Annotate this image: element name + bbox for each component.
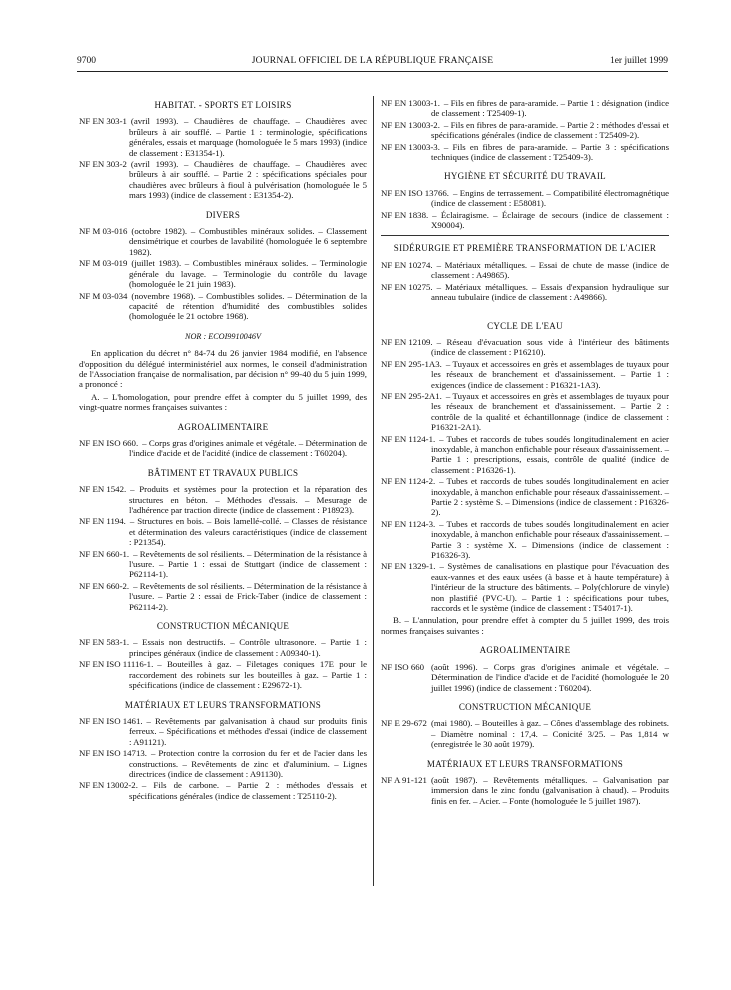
decree-paragraph: En application du décret n° 84-74 du 26 janvier 1984 modifié, en l'absence d'opposition du délégué interministériel aux normes, le conseil d'administration de l'Association française de normalisation, par décision n° 99-40 du 5 juin 1999, a prononcé : bbox=[79, 348, 367, 390]
standard-description: – Matériaux métalliques. – Essais d'expansion hydraulique sur anneau tubulaire (indice de classement : A49866). bbox=[431, 281, 669, 303]
standard-entry bbox=[381, 188, 669, 209]
entry-list bbox=[79, 716, 367, 801]
entry-list bbox=[381, 718, 669, 749]
standard-code: NF E 29-672 bbox=[381, 718, 427, 729]
entry-list bbox=[79, 438, 367, 459]
standard-description: – Tubes et raccords de tubes soudés longitudinalement en acier inoxydable, à manchon enfichable pour réseaux d'assainissement. – Partie 2 : système S. – Dimensions (indice de classement : P16326-2). bbox=[431, 476, 669, 518]
section-separator bbox=[381, 235, 669, 236]
standard-description: – Protection contre la corrosion du fer et de l'acier dans les constructions. – Revêtements de zinc et d'aluminium. – Lignes directrices (indice de classement : A91130). bbox=[129, 748, 367, 779]
standard-description: – Revêtements de sol résilients. – Détermination de la résistance à l'usure. – Partie 2 : essai de Frick-Taber (indice de classement : P62114-2). bbox=[129, 580, 367, 612]
standard-description: – Tubes et raccords de tubes soudés longitudinalement en acier inoxydable, à manchon enfichable pour réseaux d'assainissement. – Partie 3 : système X. – Dimensions (indice de classement : P16326-3). bbox=[431, 518, 669, 561]
entry-list bbox=[79, 637, 367, 690]
header-rule bbox=[77, 71, 668, 72]
standard-description: – Corps gras d'origines animale et végétale. – Détermination de l'indice d'acide et de l'acidité (indice de classement : T60204). bbox=[129, 437, 367, 459]
entry-list bbox=[381, 775, 669, 806]
standard-code: NF EN ISO 1461. bbox=[79, 715, 143, 726]
standard-code: NF EN ISO 11116-1. bbox=[79, 659, 154, 670]
standard-description: – Essais non destructifs. – Contrôle ultrasonore. – Partie 1 : principes généraux (indice de classement : A09340-1). bbox=[129, 637, 367, 658]
annulation-paragraph: B. – L'annulation, pour prendre effet à compter du 5 juillet 1999, des trois normes françaises suivantes : bbox=[381, 615, 669, 636]
standard-description: – Tubes et raccords de tubes soudés longitudinalement en acier inoxydable, à manchon enfichable pour réseaux d'assainissement. – Partie 1 : prescriptions, essais, contrôle de qualité (indice de classement : P16326-1). bbox=[431, 433, 669, 475]
standard-entry bbox=[79, 659, 367, 690]
standard-description: – Tuyaux et accessoires en grès et assemblages de tuyaux pour les réseaux de branchement et d'assainissement. – Partie 1 : exigences (indice de classement : P16321-1A3). bbox=[431, 358, 669, 390]
standard-description: – Tuyaux et accessoires en grès et assemblages de tuyaux pour les réseaux de branchement et d'assainissement. – Partie 2 : contrôle de la qualité et échantillonnage (indice de classement : P16321-2A1). bbox=[431, 390, 669, 433]
section-title: CONSTRUCTION MÉCANIQUE bbox=[156, 621, 290, 632]
standard-entry bbox=[381, 476, 669, 518]
section-title: MATÉRIAUX ET LEURS TRANSFORMATIONS bbox=[426, 758, 624, 769]
standard-entry bbox=[79, 516, 367, 547]
standard-description: – Engins de terrassement. – Compatibilité électromagnétique (indice de classement : E58081). bbox=[431, 187, 669, 209]
section-title: CONSTRUCTION MÉCANIQUE bbox=[458, 701, 592, 712]
standard-entry bbox=[381, 775, 669, 806]
standard-description: – Structures en bois. – Bois lamellé-collé. – Classes de résistance et détermination des valeurs caractéristiques (indice de classement : P21354). bbox=[129, 516, 367, 548]
standard-code: NF EN ISO 14713. bbox=[79, 748, 147, 759]
standard-entry bbox=[381, 434, 669, 476]
standard-entry bbox=[381, 519, 669, 561]
standard-code: NF EN 295-2A1. bbox=[381, 390, 442, 401]
standard-code: NF EN 303-2 bbox=[79, 159, 127, 170]
standard-entry bbox=[79, 226, 367, 257]
standard-description: (avril 1993). – Chaudières de chauffage. – Chaudières avec brûleurs à air soufflé. – Partie 2 : spécifications spéciales pour chaudières avec brûleurs à fioul à pulvérisation (homologuée le 5 mars 1993) (indice de classement : E31354-2). bbox=[129, 159, 367, 201]
standard-entry bbox=[381, 98, 669, 119]
entry-list bbox=[381, 188, 669, 231]
standard-entry bbox=[79, 116, 367, 158]
entry-list bbox=[381, 98, 669, 162]
standard-description: – Produits et systèmes pour la protection et la réparation des structures en béton. – Méthodes d'essais. – Mesurage de l'adhérence par traction directe (indice de classement : P18923). bbox=[129, 484, 367, 515]
standard-entry bbox=[381, 120, 669, 141]
section-title: HYGIÈNE ET SÉCURITÉ DU TRAVAIL bbox=[444, 171, 606, 182]
section-title: SIDÉRURGIE ET PREMIÈRE TRANSFORMATION DE L'ACIER bbox=[393, 243, 657, 254]
nor-reference: NOR : ECOI9910046V bbox=[185, 331, 261, 341]
standard-code: NF EN 1124-2. bbox=[381, 476, 436, 487]
standard-code: NF EN 1124-3. bbox=[381, 518, 436, 529]
section-title: MATÉRIAUX ET LEURS TRANSFORMATIONS bbox=[124, 699, 322, 710]
section-title: BÂTIMENT ET TRAVAUX PUBLICS bbox=[147, 467, 299, 478]
standard-entry bbox=[79, 637, 367, 658]
standard-entry bbox=[79, 484, 367, 515]
standard-entry bbox=[79, 159, 367, 201]
standard-code: NF EN 10275. bbox=[381, 281, 433, 292]
standard-entry bbox=[79, 438, 367, 459]
standard-entry bbox=[79, 748, 367, 779]
standard-description: (août 1996). – Corps gras d'origines animale et végétale. – Détermination de l'indice d'acide et de l'acidité (homologuée le 20 juillet 1996) (indice de classement : T60204). bbox=[431, 661, 669, 693]
entry-list bbox=[79, 484, 367, 612]
standard-code: NF M 03-019 bbox=[79, 258, 128, 269]
standard-code: NF EN 660-2. bbox=[79, 580, 130, 591]
standard-entry bbox=[381, 260, 669, 281]
entry-list bbox=[381, 337, 669, 614]
standard-description: – Réseau d'évacuation sous vide à l'intérieur des bâtiments (indice de classement : P16210). bbox=[431, 336, 669, 358]
page-header bbox=[77, 56, 668, 70]
standard-entry bbox=[381, 718, 669, 749]
standard-entry bbox=[381, 359, 669, 390]
standard-code: NF EN 295-1A3. bbox=[381, 358, 442, 369]
column-divider bbox=[373, 96, 374, 886]
standard-entry bbox=[79, 716, 367, 747]
standard-description: – Revêtements de sol résilients. – Détermination de la résistance à l'usure. – Partie 1 : essai de Stuttgart (indice de classement : P62114-1). bbox=[129, 548, 367, 580]
standard-code: NF EN 12109. bbox=[381, 336, 433, 347]
section-title: DIVERS bbox=[205, 209, 241, 220]
standard-code: NF M 03-034 bbox=[79, 290, 128, 301]
standard-description: – Éclairagisme. – Éclairage de secours (indice de classement : X90004). bbox=[431, 209, 669, 231]
standard-description: (octobre 1982). – Combustibles minéraux solides. – Classement densimétrique et courbes de lavabilité (homologuée le 6 septembre 1982). bbox=[129, 226, 367, 257]
standard-description: – Fils en fibres de para-aramide. – Partie 3 : spécifications techniques (indice de classement : T25409-3). bbox=[431, 141, 669, 163]
standard-description: (mai 1980). – Bouteilles à gaz. – Cônes d'assemblage des robinets. – Diamètre nominal : 17,4. – Conicité 3/25. – Pas 1,814 w (enregistrée le 30 août 1979). bbox=[431, 718, 669, 750]
issue-date: 1er juillet 1999 bbox=[609, 56, 668, 66]
standard-code: NF EN 13003-2. bbox=[381, 119, 440, 130]
standard-code: NF ISO 660 bbox=[381, 661, 425, 672]
standard-code: NF EN 13003-3. bbox=[381, 141, 440, 152]
standard-code: NF M 03-016 bbox=[79, 226, 128, 237]
standard-entry bbox=[79, 581, 367, 612]
standard-description: (avril 1993). – Chaudières de chauffage. – Chaudières avec brûleurs à air soufflé. – Partie 1 : terminologie, spécifications générales, essais et marquage (homologuée le 5 mars 1993) (indice de classement : E31354-1). bbox=[129, 116, 367, 158]
standard-description: – Fils en fibres de para-aramide. – Partie 2 : méthodes d'essai et spécifications générales (indice de classement : T25409-2). bbox=[431, 119, 669, 141]
standard-entry bbox=[381, 282, 669, 303]
standard-entry bbox=[79, 291, 367, 322]
standard-code: NF EN 1838. bbox=[381, 209, 429, 220]
homologation-paragraph: A. – L'homologation, pour prendre effet à compter du 5 juillet 1999, des vingt-quatre normes françaises suivantes : bbox=[79, 391, 367, 413]
left-column bbox=[79, 98, 367, 802]
standard-code: NF EN ISO 13766. bbox=[381, 187, 449, 198]
standard-description: – Fils de carbone. – Partie 2 : méthodes d'essais et spécifications générales (indice de classement : T25110-2). bbox=[129, 780, 367, 801]
standard-code: NF EN 1124-1. bbox=[381, 433, 436, 444]
standard-entry bbox=[381, 337, 669, 358]
standard-description: – Systèmes de canalisations en plastique pour l'évacuation des eaux-vannes et des eaux usées (à basse et à haute température) à l'intérieur de la structure des bâtiments. – Poly(chlorure de vinyle) non plastifié (PVC-U). – Partie 1 : spécifications pour tubes, raccords et le système (indice de classement : T54017-1). bbox=[431, 561, 669, 614]
standard-code: NF EN 13002-2. bbox=[79, 780, 138, 791]
standard-code: NF EN 1329-1. bbox=[381, 561, 436, 572]
standard-code: NF EN 1194. bbox=[79, 516, 126, 527]
standard-code: NF A 91-121 bbox=[381, 774, 427, 785]
standard-code: NF EN 583-1. bbox=[79, 637, 130, 648]
standard-entry bbox=[381, 142, 669, 163]
section-title: HABITAT. - SPORTS ET LOISIRS bbox=[154, 100, 292, 110]
standard-code: NF EN 13003-1. bbox=[381, 98, 440, 108]
standard-description: (novembre 1968). – Combustibles solides. – Détermination de la capacité de rétention d'humidité des combustibles solides (homologuée le 21 octobre 1968). bbox=[129, 290, 367, 322]
standard-description: (juillet 1983). – Combustibles minéraux solides. – Terminologie générale du lavage. – Terminologie du contrôle du lavage (homologuée le 21 juin 1983). bbox=[129, 258, 367, 290]
standard-entry bbox=[79, 258, 367, 289]
entry-list bbox=[79, 116, 367, 200]
standard-code: NF EN 303-1 bbox=[79, 116, 127, 127]
standard-entry bbox=[79, 549, 367, 580]
standard-description: – Bouteilles à gaz. – Filetages coniques 17E pour le raccordement des robinets sur les bouteilles à gaz. – Partie 1 : spécifications (indice de classement : E29672-1). bbox=[129, 659, 367, 691]
entry-list bbox=[381, 260, 669, 303]
section-title: AGROALIMENTAIRE bbox=[177, 421, 269, 432]
standard-description: (août 1987). – Revêtements métalliques. – Galvanisation par immersion dans le zinc fondu (galvanisation à chaud). – Produits finis en fer. – Acier. – Fonte (homologuée le 5 juillet 1987). bbox=[431, 774, 669, 806]
entry-list bbox=[381, 662, 669, 693]
standard-entry bbox=[381, 391, 669, 433]
standard-entry bbox=[381, 210, 669, 231]
journal-title: JOURNAL OFFICIEL DE LA RÉPUBLIQUE FRANÇAISE bbox=[251, 56, 494, 66]
standard-entry bbox=[79, 780, 367, 801]
standard-description: – Revêtements par galvanisation à chaud sur produits finis ferreux. – Spécifications et méthodes d'essai (indice de classement : A91121). bbox=[129, 715, 367, 747]
standard-code: NF EN 1542. bbox=[79, 484, 127, 495]
standard-description: – Matériaux métalliques. – Essai de chute de masse (indice de classement : A49865). bbox=[431, 259, 669, 281]
right-column bbox=[381, 98, 669, 807]
standard-code: NF EN 660-1. bbox=[79, 548, 130, 559]
standard-code: NF EN ISO 660. bbox=[79, 437, 139, 448]
page-number: 9700 bbox=[77, 56, 96, 66]
section-title: AGROALIMENTAIRE bbox=[479, 645, 571, 656]
entry-list bbox=[79, 226, 367, 322]
standard-description: – Fils en fibres de para-aramide. – Partie 1 : désignation (indice de classement : T25409-1). bbox=[431, 98, 669, 119]
standard-code: NF EN 10274. bbox=[381, 259, 433, 270]
standard-entry bbox=[381, 561, 669, 613]
standard-entry bbox=[381, 662, 669, 693]
section-title: CYCLE DE L'EAU bbox=[487, 320, 563, 331]
